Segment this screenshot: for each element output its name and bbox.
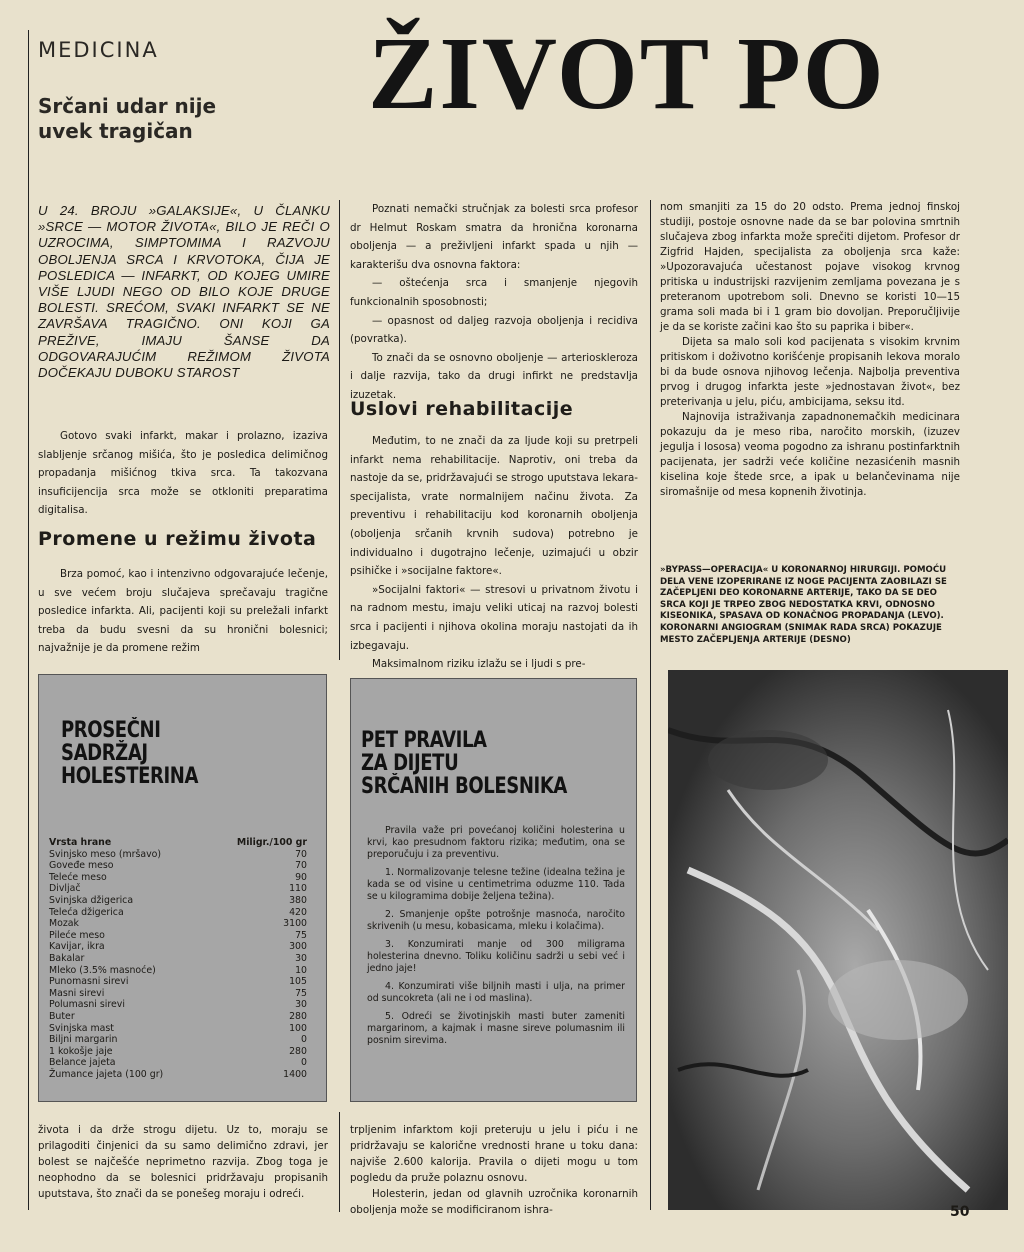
cholesterol-value: 30	[295, 952, 307, 964]
rule-item: 3. Konzumirati manje od 300 miligrama holesterina dnevno. Toliku količinu sadrži u sebi već i jedno jaje!	[367, 939, 625, 974]
table-row	[49, 988, 307, 1000]
box-title-line: PROSEČNI	[61, 718, 161, 743]
table-row	[49, 1034, 307, 1046]
cholesterol-box	[38, 674, 327, 1102]
food-name: Teleće meso	[49, 871, 107, 883]
table-row	[49, 941, 307, 953]
cholesterol-box-title	[61, 719, 228, 788]
photo-caption: »BYPASS—OPERACIJA« U KORONARNOJ HIRURGIJI. POMOĆU DELA VENE IZOPERIRANE IZ NOGE PACIJENTA ZAOBILAZI SE ZAČEPLJENI DEO KORONARNE ARTERIJE, TAKO DA SE DEO SRCA KOJI JE TRPEO ZBOG NEDOSTATKA KRVI, ODNOSNO KISEONIKA, SPASAVA OD KONAČNOG PROPADANJA (LEVO). KORONARNI ANGIOGRAM (SNIMAK RADA SRCA) POKAZUJE MESTO ZAČEPLJENJA ARTERIJE (DESNO)	[660, 565, 947, 645]
food-name: Mozak	[49, 918, 79, 930]
food-name: Belance jajeta	[49, 1057, 116, 1069]
paragraph: trpljenim infarktom koji preteruju u jelu i piću i ne pridržavaju se kalorične vrednosti hrane u toku dana: najviše 2.600 kalorija. Pravila o dijeti mogu u tom pogledu da pruže polaznu osnovu.	[350, 1124, 638, 1184]
col1-para3	[38, 1122, 328, 1202]
food-name: Polumasni sirevi	[49, 999, 125, 1011]
cholesterol-value: 10	[295, 964, 307, 976]
angiogram-image	[668, 670, 1008, 1210]
col1-para2	[38, 565, 328, 658]
cholesterol-value: 280	[289, 1045, 307, 1057]
cholesterol-value: 0	[301, 1034, 307, 1046]
heading-promene: Promene u režimu života	[38, 528, 317, 550]
paragraph: »Socijalni faktori« — stresovi u privatnom životu i na radnom mestu, imaju veliki uticaj na razvoj bolesti srca i pacijenti i njihova okolina moraju nastojati da ih izbegavaju.	[350, 583, 638, 652]
table-row	[49, 849, 307, 861]
box-title-line: ZA DIJETU	[361, 751, 459, 776]
paragraph: — oštećenja srca i smanjenje njegovih funkcionalnih sposobnosti;	[350, 277, 638, 308]
article-subhead: Srčani udar nije uvek tragičan	[38, 94, 217, 143]
col1-para1	[38, 427, 328, 520]
section-label: MEDICINA	[38, 38, 159, 62]
table-header-unit: Miligr./100 gr	[236, 837, 307, 848]
page-number: 50	[950, 1204, 970, 1220]
cholesterol-value: 70	[295, 860, 307, 872]
table-header	[49, 837, 307, 849]
cholesterol-value: 90	[295, 871, 307, 883]
table-row	[49, 976, 307, 988]
rule-item: 5. Odreći se životinjskih masti buter zameniti margarinom, a kajmak i masne sireve polumasnim ili posnim sirevima.	[367, 1011, 625, 1046]
diet-rules-box	[350, 678, 637, 1102]
table-row	[49, 999, 307, 1011]
paragraph: To znači da se osnovno oboljenje — arterioskleroza i dalje razvija, tako da drugi infirkt ne predstavlja izuzetak.	[350, 351, 638, 401]
food-name: Žumance jajeta (100 gr)	[49, 1068, 164, 1080]
food-name: Masni sirevi	[49, 987, 105, 999]
rule-item: 4. Konzumirati više biljnih masti i ulja, na primer od suncokreta (ali ne i od maslina).	[367, 981, 625, 1004]
cholesterol-value: 3100	[283, 918, 307, 930]
cholesterol-value: 280	[289, 1010, 307, 1022]
paragraph: Maksimalnom riziku izlažu se i ljudi s pre-	[372, 658, 586, 671]
paragraph: Najnovija istraživanja zapadnonemačkih medicinara pokazuju da je meso riba, naročito morskih, (izuzev jegulja i lososa) veoma pogodno za ishranu postinfarktnih pacijenata, jer sadrži veće količine nezasićenih masnih kiselina koje štede srce, a ipak u belančevinama nije siromašnije od mesa kopnenih životinja.	[660, 411, 960, 498]
paragraph: Brza pomoć, kao i intenzivno odgovarajuće lečenje, u sve većem broju slučajeva sprečavaju tragične posledice infarkta. Ali, pacijenti koji su preležali infarkt treba da budu svesni da su hronični bolesnici; najvažnije je da promene režim	[38, 568, 328, 655]
paragraph: — opasnost od daljeg razvoja oboljenja i recidiva (povratka).	[350, 314, 638, 346]
box-title-line: PET PRAVILA	[361, 728, 487, 753]
paragraph: Dijeta sa malo soli kod pacijenata s visokim krvnim pritiskom i doživotno korišćenje propisanih lekova moralo bi da bude osnova njihovog lečenja. Najbolja preventiva prvog i drugog infarkta jeste »jednostavan život«, bez preterivanja u jelu, piću, ambicijama, seksu itd.	[660, 336, 960, 408]
food-name: Punomasni sirevi	[49, 976, 129, 988]
cholesterol-value: 75	[295, 929, 307, 941]
table-row	[49, 907, 307, 919]
paragraph: nom smanjiti za 15 do 20 odsto. Prema jednoj finskoj studiji, postoje osnovne nade da se bar polovina smrtnih slučajeva zbog infarkta može sprečiti dijetom. Profesor dr Zigfrid Hajden, specijalista za oboljenja srca kaže: »Upozoravajuća učestanost pojave visokog krvnog pritiska u industrijski razvijenim zemljama povezana je s preteranom upotrebom soli. Dnevno se koristi 10—15 grama soli mada bi i 1 gram bio dovoljan. Preporučljivije je da se koriste začini kao što su paprika i biber«.	[660, 201, 960, 333]
box-title-line: SADRŽAJ	[61, 741, 148, 766]
col3-text	[660, 200, 960, 500]
table-row	[49, 1069, 307, 1081]
article-lead: U 24. BROJU »GALAKSIJE«, U ČLANKU »SRCE — MOTOR ŽIVOTA«, BILO JE REČI O UZROCIMA, SIMPTOMIMA I RAZVOJU OBOLJENJA SRCA I KRVOTOKA, ČIJA JE POSLEDICA — INFARKT, OD KOJEG UMIRE VIŠE LJUDI NEGO OD BILO KOJE DRUGE BOLESTI. SREĆOM, SVAKI INFARKT SE NE ZAVRŠAVA TRAGIČNO. ONI KOJI GA PREŽIVE, IMAJU ŠANSE DA ODGOVARAJUĆIM REŽIMOM ŽIVOTA DOČEKAJU DUBOKU STAROST	[38, 203, 330, 381]
paragraph: života i da drže strogu dijetu. Uz to, moraju se prilagoditi činjenici da su samo delimično zdravi, jer bolest se najčešće neprimetno razvija. Zbog toga je neophodno da se bolesnici pridržavaju propisanih uputstava, što znači da se ponešeg moraju i odreći.	[38, 1124, 328, 1200]
table-row	[49, 1023, 307, 1035]
paragraph: Holesterin, jedan od glavnih uzročnika koronarnih oboljenja može se modificiranom ishra-	[350, 1188, 638, 1216]
cholesterol-value: 110	[289, 883, 307, 895]
diet-rules-title	[361, 729, 612, 798]
food-name: Teleća džigerica	[49, 906, 124, 918]
food-name: Svinjska mast	[49, 1022, 114, 1034]
heading-uslovi: Uslovi rehabilitacije	[350, 398, 574, 420]
table-body	[49, 849, 307, 1081]
article-headline: ŽIVOT PO	[368, 16, 886, 131]
col2-top	[350, 200, 638, 405]
cholesterol-value: 105	[289, 976, 307, 988]
table-row	[49, 883, 307, 895]
table-row	[49, 1046, 307, 1058]
food-name: Mleko (3.5% masnoće)	[49, 964, 156, 976]
food-name: Divljač	[49, 883, 81, 895]
food-name: Goveđe meso	[49, 860, 114, 872]
table-row	[49, 930, 307, 942]
rules-intro: Pravila važe pri povećanoj količini holesterina u krvi, kao presudnom faktoru rizika; međutim, ona se preporučuju i za preventivu.	[367, 825, 625, 860]
column-rule-1	[339, 200, 340, 660]
cholesterol-value: 100	[289, 1022, 307, 1034]
box-title-line: SRČANIH BOLESNIKA	[361, 774, 567, 799]
rule-item: 2. Smanjenje opšte potrošnje masnoća, naročito skrivenih (u mesu, kobasicama, mleku i kolačima).	[367, 909, 625, 932]
column-rule-1b	[339, 1112, 340, 1212]
table-row	[49, 965, 307, 977]
food-name: Bakalar	[49, 952, 85, 964]
food-name: Pileće meso	[49, 929, 105, 941]
food-name: Svinjska džigerica	[49, 894, 134, 906]
col2-middle	[350, 432, 638, 674]
table-row	[49, 953, 307, 965]
left-margin-rule	[28, 30, 29, 1210]
table-row	[49, 895, 307, 907]
table-row	[49, 1011, 307, 1023]
cholesterol-value: 75	[295, 987, 307, 999]
cholesterol-value: 70	[295, 848, 307, 860]
cholesterol-value: 380	[289, 894, 307, 906]
table-row	[49, 872, 307, 884]
food-name: 1 kokošje jaje	[49, 1045, 113, 1057]
table-row	[49, 1057, 307, 1069]
rule-item: 1. Normalizovanje telesne težine (idealna težina je kada se od visine u centimetrima oduzme 110. Tada se u kilogramima dobije željena težina).	[367, 867, 625, 902]
paragraph: Međutim, to ne znači da za ljude koji su pretrpeli infarkt nema rehabilitacije. Naprotiv, oni treba da nastoje da se, pridržavajući se strogo uputstava lekara-specijalista, vrate normalnijem načinu života. Za preventivu i rehabilitaciju kod koronarnih oboljenja (oboljenja srčanih krvnih sudova) potrebno je individualno i dugotrajno lečenje, uzimajući u obzir psihičke i »socijalne faktore«.	[350, 435, 638, 578]
col2-bottom	[350, 1122, 638, 1218]
food-name: Buter	[49, 1010, 75, 1022]
cholesterol-value: 0	[301, 1057, 307, 1069]
food-name: Svinjsko meso (mršavo)	[49, 848, 162, 860]
cholesterol-table	[49, 837, 307, 1080]
paragraph: Poznati nemački stručnjak za bolesti srca profesor dr Helmut Roskam smatra da hronična koronarna oboljenja — a preživljeni infarkt spada u njih — karakterišu dva osnovna faktora:	[350, 203, 638, 271]
table-header-food: Vrsta hrane	[49, 837, 112, 848]
box-title-line: HOLESTERINA	[61, 764, 199, 789]
table-row	[49, 918, 307, 930]
food-name: Biljni margarin	[49, 1034, 118, 1046]
food-name: Kavijar, ikra	[49, 941, 105, 953]
cholesterol-value: 420	[289, 906, 307, 918]
paragraph: Gotovo svaki infarkt, makar i prolazno, izaziva slabljenje srčanog mišića, što je posledica delimičnog propadanja mišićnog tkiva srca. Ta takozvana insuficijencija srca može se otkloniti preparatima digitalisa.	[38, 430, 328, 517]
angiogram-photo	[668, 670, 1008, 1210]
table-row	[49, 860, 307, 872]
cholesterol-value: 300	[289, 941, 307, 953]
diet-rules-list	[367, 825, 625, 1053]
cholesterol-value: 30	[295, 999, 307, 1011]
column-rule-2	[650, 200, 651, 1210]
cholesterol-value: 1400	[283, 1068, 307, 1080]
